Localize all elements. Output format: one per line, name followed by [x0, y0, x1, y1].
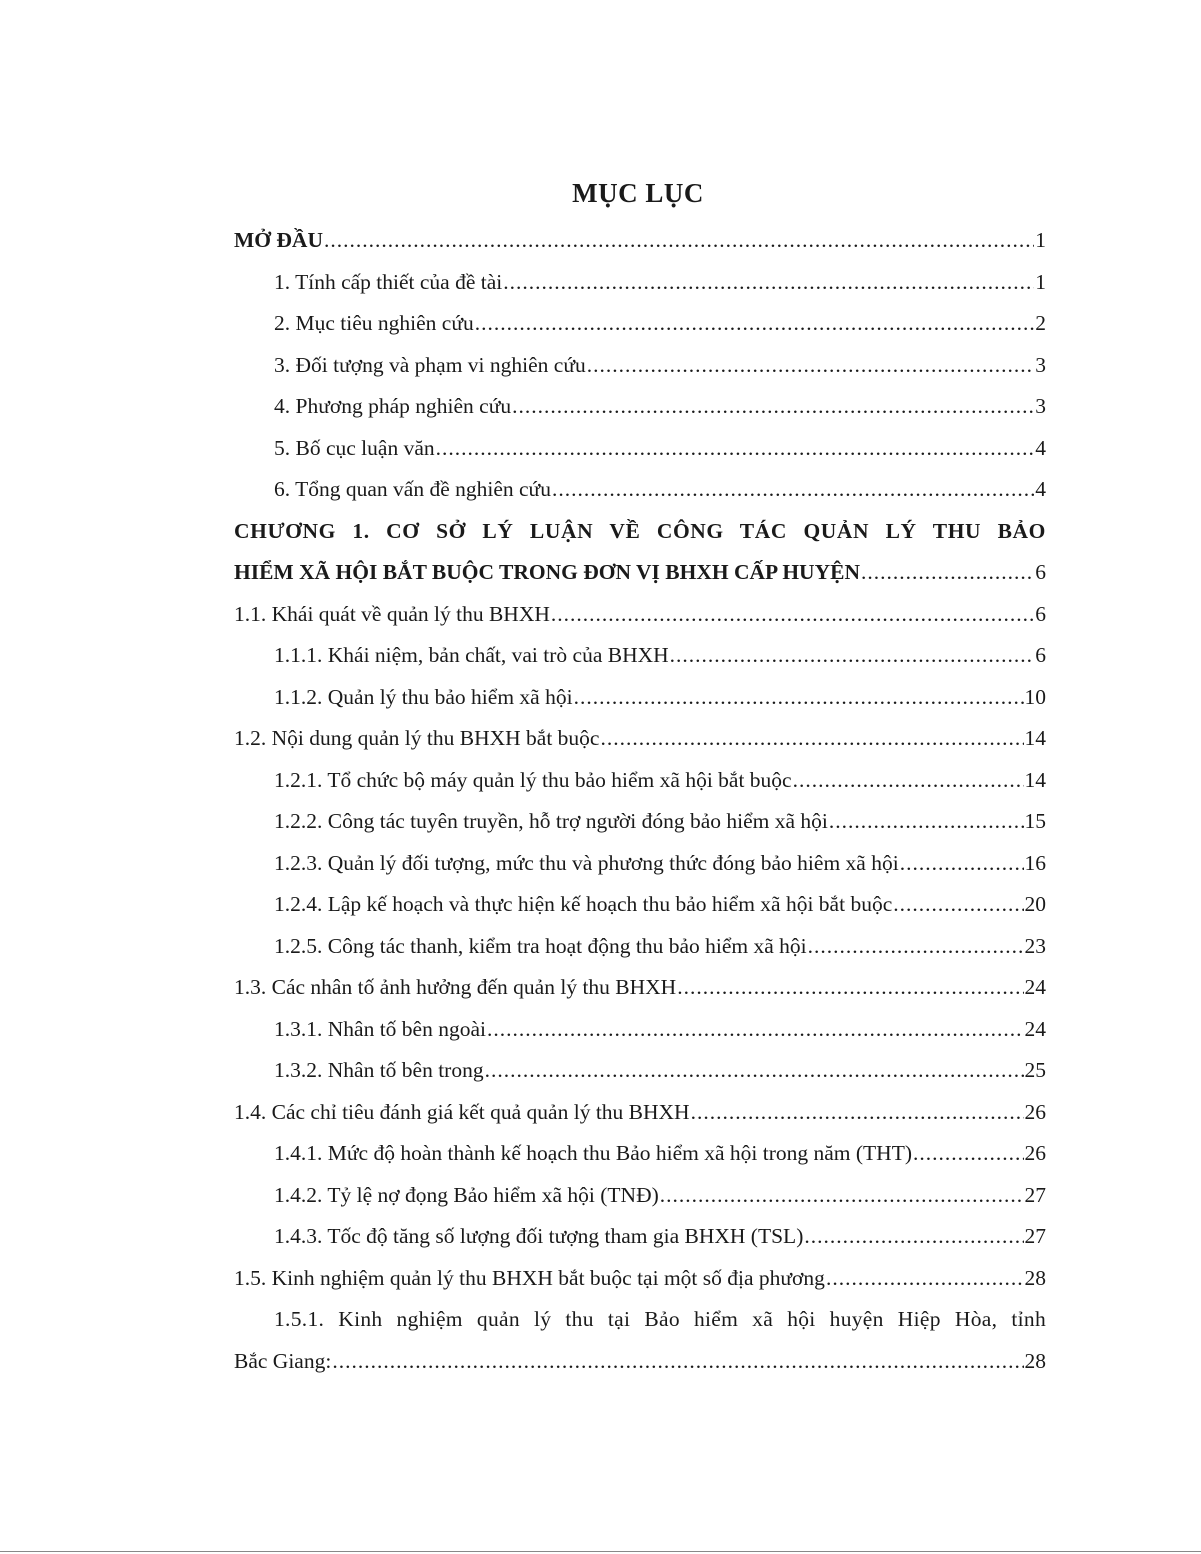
toc-page-number: 3 [1035, 352, 1046, 377]
toc-entry[interactable] [234, 1133, 1046, 1175]
dot-leader [332, 1341, 1023, 1383]
toc-page-number: 14 [1024, 767, 1046, 792]
toc-entry[interactable] [234, 428, 1046, 470]
toc-entry-label: 2. Mục tiêu nghiên cứu [274, 311, 474, 335]
dot-leader [804, 1216, 1023, 1258]
toc-entry[interactable] [234, 303, 1046, 345]
toc-entry[interactable] [234, 801, 1046, 843]
toc-entry[interactable] [234, 220, 1046, 262]
toc-entry-label: Bắc Giang: [234, 1348, 332, 1373]
toc-entry-label: 1.2.5. Công tác thanh, kiểm tra hoạt động thu bảo hiểm xã hội [274, 933, 807, 958]
entry-1-5-1-line2[interactable] [234, 1341, 1046, 1383]
dot-leader [691, 1092, 1024, 1134]
toc-entry[interactable] [234, 967, 1046, 1009]
dot-leader [670, 635, 1035, 677]
toc-entry-label: 1.2.4. Lập kế hoạch và thực hiện kế hoạch thu bảo hiểm xã hội bắt buộc [274, 892, 893, 916]
toc-page-number: 4 [1035, 435, 1046, 460]
toc-entry[interactable] [234, 926, 1046, 968]
toc-entry-label: 5. Bố cục luận văn [274, 435, 435, 460]
toc-entry-label: 1.5. Kinh nghiệm quản lý thu BHXH bắt buộc tại một số địa phương [234, 1265, 825, 1290]
toc-entry-label: MỞ ĐẦU [234, 228, 323, 252]
toc-page-number: 15 [1024, 809, 1046, 833]
toc-entry-label: 1. Tính cấp thiết của đề tài [274, 269, 503, 294]
toc-entry[interactable] [234, 1050, 1046, 1092]
toc-entry-label: 1.1. Khái quát về quản lý thu BHXH [234, 601, 550, 626]
toc-page-number: 28 [1024, 1265, 1046, 1290]
dot-leader [475, 303, 1035, 345]
dot-leader [587, 345, 1035, 387]
dot-leader [861, 552, 1034, 594]
toc-page-number: 6 [1035, 643, 1046, 667]
toc-entry[interactable] [234, 1009, 1046, 1051]
table-of-contents [234, 220, 1046, 1382]
toc-entry[interactable] [234, 1175, 1046, 1217]
chapter1-title-line2[interactable] [234, 552, 1046, 594]
toc-entry[interactable] [234, 594, 1046, 636]
toc-page-number: 20 [1024, 892, 1046, 916]
toc-entry-label: 1.2.1. Tổ chức bộ máy quản lý thu bảo hiểm xã hội bắt buộc [274, 767, 792, 792]
toc-page-number: 1 [1035, 269, 1046, 294]
dot-leader [793, 760, 1024, 802]
toc-entry-label: 1.1.1. Khái niệm, bản chất, vai trò của BHXH [274, 643, 669, 667]
dot-leader [552, 469, 1034, 511]
toc-page-number: 6 [1035, 560, 1046, 584]
toc-entry-label: 1.2. Nội dung quản lý thu BHXH bắt buộc [234, 726, 600, 750]
toc-entry-label: 1.4.3. Tốc độ tăng số lượng đối tượng tham gia BHXH (TSL) [274, 1224, 804, 1248]
dot-leader [829, 801, 1024, 843]
toc-entry-label: 1.4.2. Tỷ lệ nợ đọng Bảo hiểm xã hội (TNĐ) [274, 1182, 659, 1207]
dot-leader [485, 1050, 1024, 1092]
entry-1-5-1-line1[interactable]: 1.5.1. Kinh nghiệm quản lý thu tại Bảo hiểm xã hội huyện Hiệp Hòa, tỉnh [274, 1307, 1046, 1331]
dot-leader [436, 428, 1035, 470]
toc-entry-label: HIỂM XÃ HỘI BẮT BUỘC TRONG ĐƠN VỊ BHXH CẤP HUYỆN [234, 560, 860, 584]
toc-entry-label: 1.3.2. Nhân tố bên trong [274, 1058, 484, 1082]
dot-leader [660, 1175, 1024, 1217]
dot-leader [913, 1133, 1024, 1175]
toc-entry[interactable] [234, 469, 1046, 511]
toc-entry-label: 1.2.3. Quản lý đối tượng, mức thu và phương thức đóng bảo hiêm xã hội [274, 850, 899, 875]
dot-leader [677, 967, 1023, 1009]
toc-page-number: 28 [1024, 1348, 1046, 1373]
toc-page-number: 3 [1035, 394, 1046, 418]
dot-leader [551, 594, 1034, 636]
toc-entry-label: 1.2.2. Công tác tuyên truyền, hỗ trợ người đóng bảo hiểm xã hội [274, 809, 828, 833]
toc-entry-label: 1.4.1. Mức độ hoàn thành kế hoạch thu Bảo hiểm xã hội trong năm (THT) [274, 1141, 912, 1165]
toc-page-number: 10 [1024, 684, 1046, 709]
toc-entry[interactable] [234, 386, 1046, 428]
toc-page-number: 27 [1024, 1182, 1046, 1207]
chapter1-title-line1[interactable]: CHƯƠNG 1. CƠ SỞ LÝ LUẬN VỀ CÔNG TÁC QUẢN LÝ THU BẢO [234, 518, 1046, 543]
toc-entry[interactable] [234, 843, 1046, 885]
toc-entry[interactable] [234, 1092, 1046, 1134]
dot-leader [512, 386, 1034, 428]
toc-page-number: 26 [1024, 1099, 1046, 1124]
dot-leader [503, 262, 1034, 304]
toc-entry[interactable] [234, 884, 1046, 926]
dot-leader [808, 926, 1024, 968]
toc-entry-label: 1.3. Các nhân tố ảnh hưởng đến quản lý thu BHXH [234, 975, 677, 999]
toc-entry-label: 4. Phương pháp nghiên cứu [274, 394, 512, 418]
toc-page-number: 23 [1024, 933, 1046, 958]
toc-entry-label: 1.4. Các chỉ tiêu đánh giá kết quả quản lý thu BHXH [234, 1099, 690, 1124]
toc-entry-label: 1.1.2. Quản lý thu bảo hiểm xã hội [274, 684, 573, 709]
dot-leader [893, 884, 1023, 926]
dot-leader [826, 1258, 1024, 1300]
toc-entry[interactable] [234, 262, 1046, 304]
dot-leader [900, 843, 1024, 885]
dot-leader [487, 1009, 1024, 1051]
toc-title: MỤC LỤC [572, 178, 704, 208]
toc-entry-label: 1.3.1. Nhân tố bên ngoài [274, 1016, 486, 1041]
toc-page-number: 24 [1024, 975, 1046, 999]
toc-page-number: 6 [1035, 601, 1046, 626]
toc-page-number: 26 [1024, 1141, 1046, 1165]
toc-page-number: 16 [1024, 850, 1046, 875]
page-bottom-edge [0, 1551, 1201, 1552]
dot-leader [324, 220, 1034, 262]
toc-page-number: 2 [1035, 311, 1046, 335]
dot-leader [574, 677, 1024, 719]
toc-entry[interactable] [234, 1216, 1046, 1258]
toc-page-number: 1 [1035, 228, 1046, 252]
toc-entry[interactable] [234, 345, 1046, 387]
toc-entry[interactable] [234, 1258, 1046, 1300]
toc-page-number: 24 [1024, 1016, 1046, 1041]
toc-entry-label: 6. Tổng quan vấn đề nghiên cứu [274, 477, 551, 501]
toc-page-number: 4 [1035, 477, 1046, 501]
dot-leader [600, 718, 1023, 760]
toc-entry[interactable] [234, 760, 1046, 802]
toc-entry[interactable] [234, 718, 1046, 760]
toc-entry[interactable] [234, 635, 1046, 677]
toc-entry[interactable] [234, 677, 1046, 719]
toc-entry-label: 3. Đối tượng và phạm vi nghiên cứu [274, 352, 586, 377]
toc-page-number: 25 [1024, 1058, 1046, 1082]
toc-page-number: 14 [1024, 726, 1046, 750]
toc-page-number: 27 [1024, 1224, 1046, 1248]
